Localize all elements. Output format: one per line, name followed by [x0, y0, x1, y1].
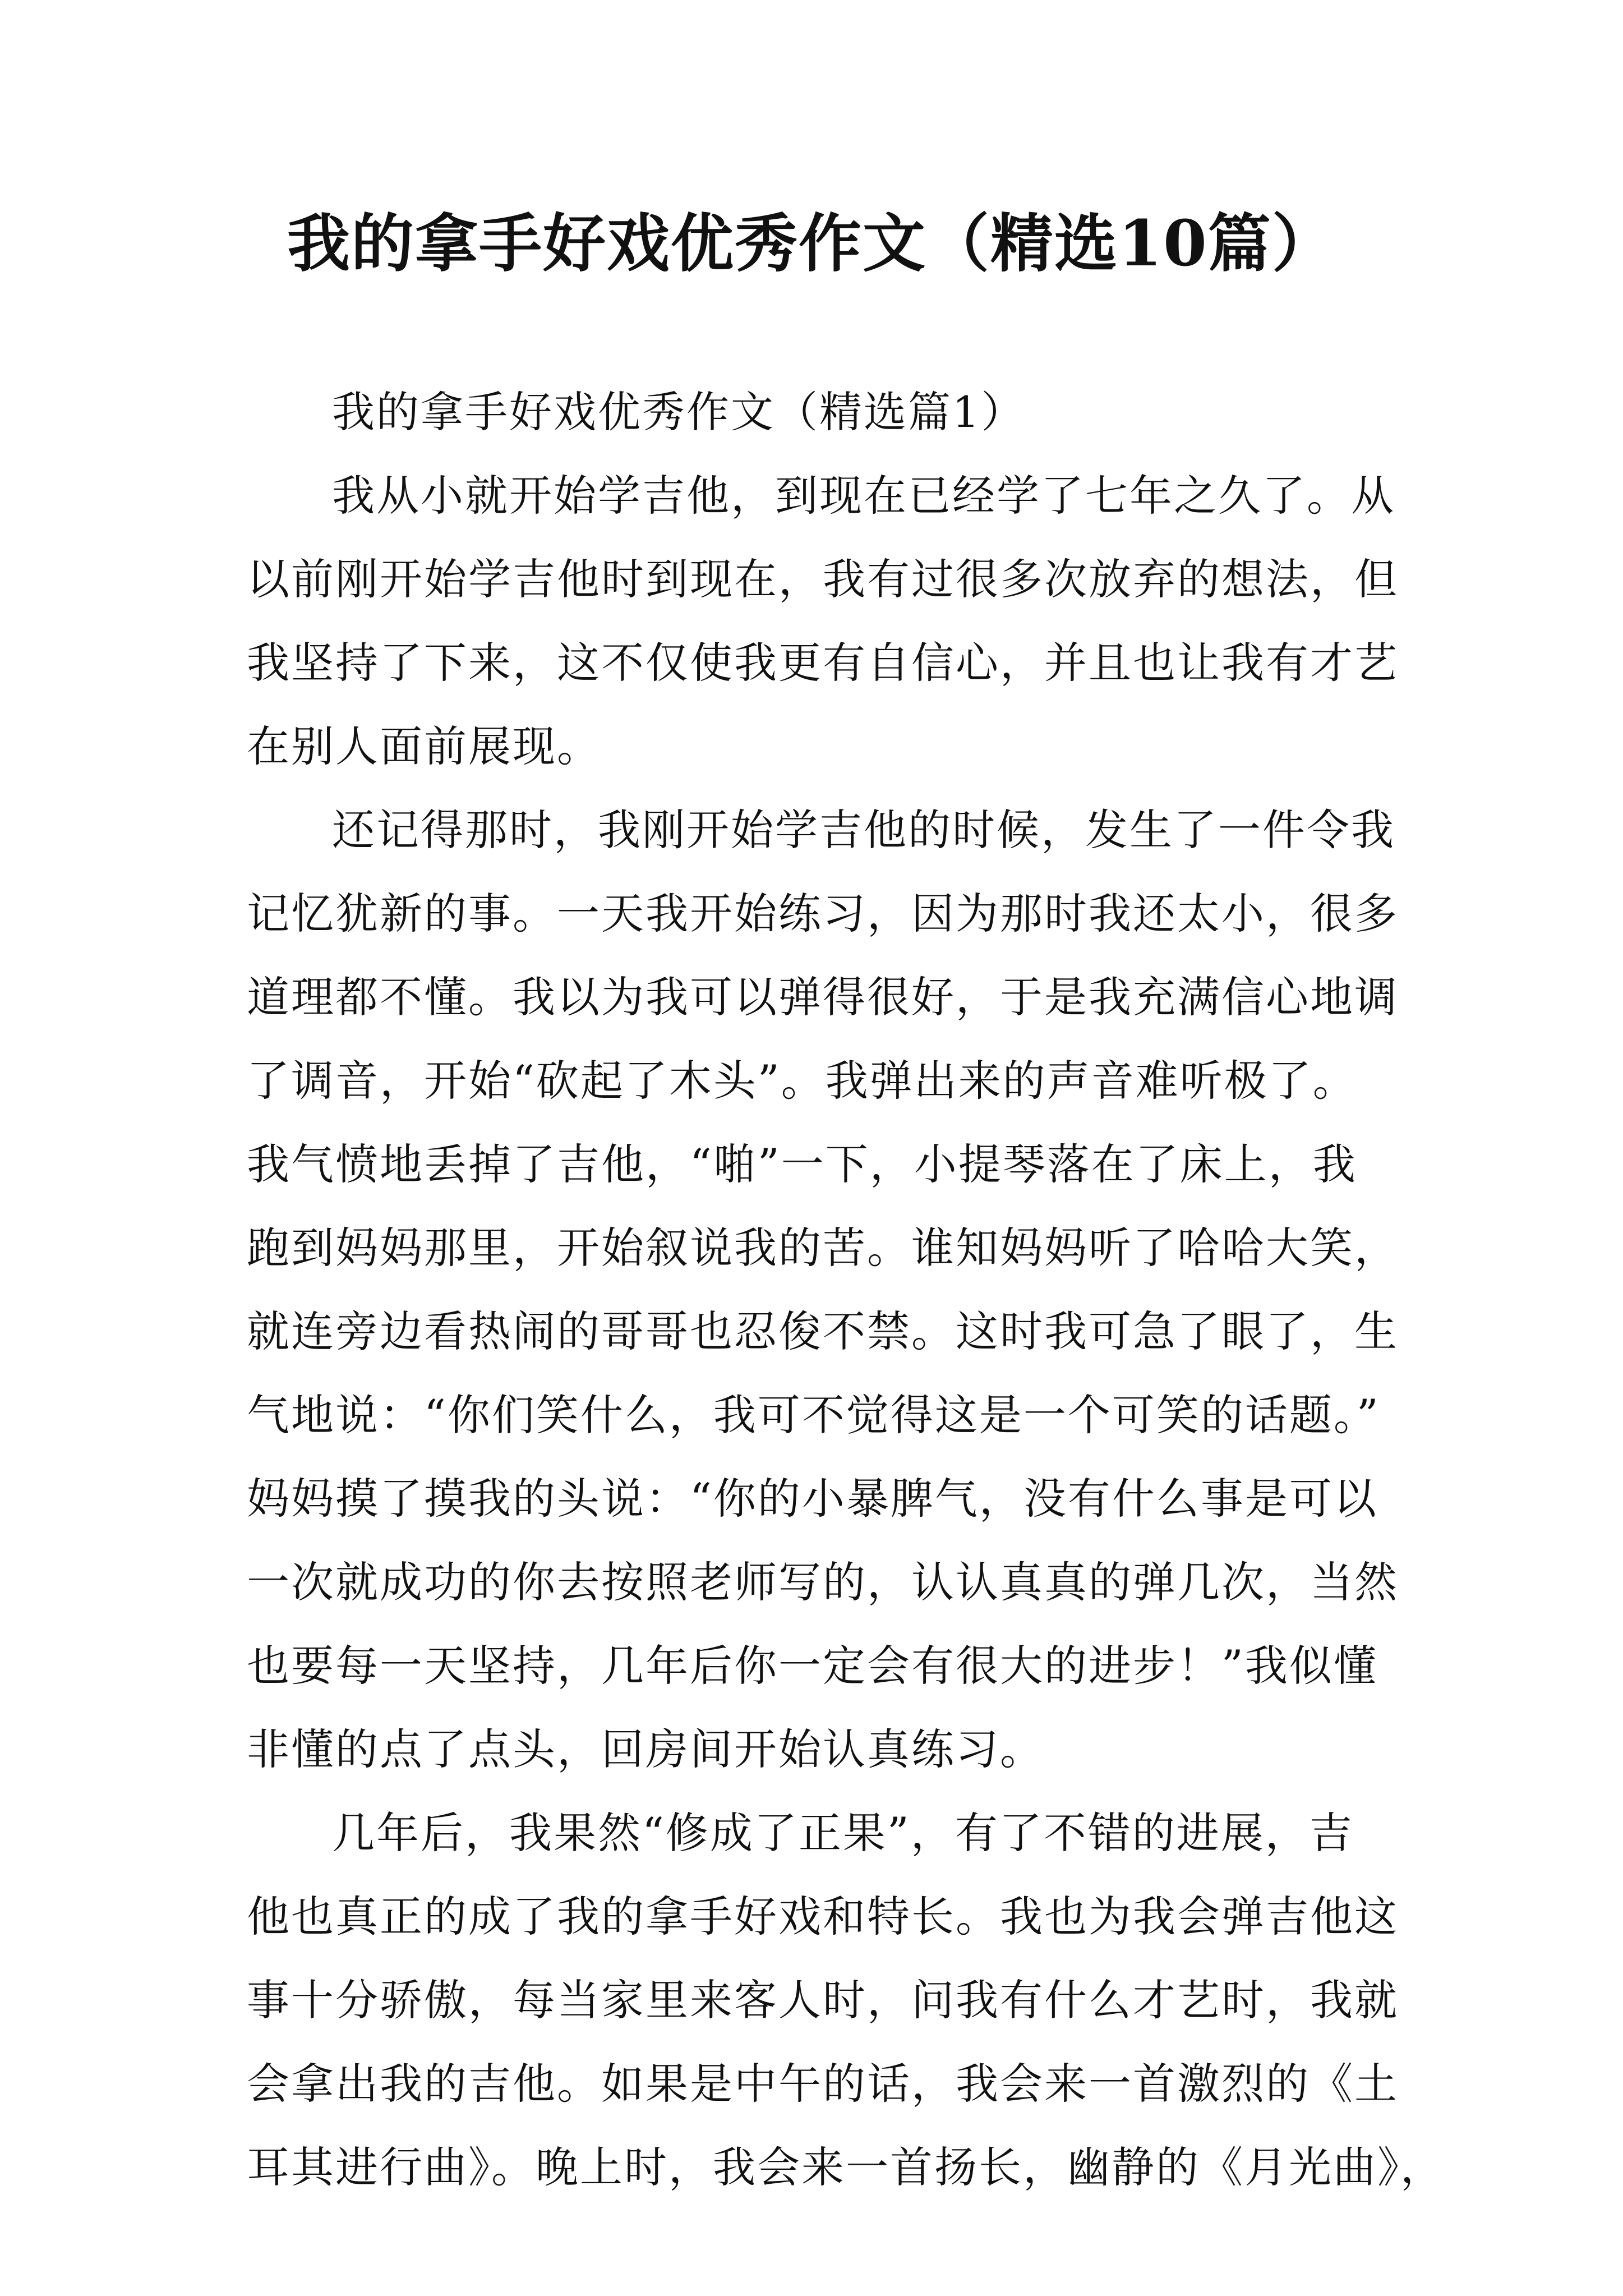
- text-line: 事十分骄傲，每当家里来客人时，问我有什么才艺时，我就: [247, 1975, 1399, 2025]
- text-line: 记忆犹新的事。一天我开始练习，因为那时我还太小，很多: [247, 889, 1399, 938]
- text-line: 几年后，我果然“修成了正果”，有了不错的进展，吉: [332, 1808, 1354, 1858]
- text-line: 他也真正的成了我的拿手好戏和特长。我也为我会弹吉他这: [247, 1892, 1399, 1941]
- document-title: 我的拿手好戏优秀作文（精选10篇）: [287, 207, 1336, 280]
- text-line: 非懂的点了点头，回房间开始认真练习。: [247, 1724, 1044, 1774]
- text-line: 也要每一天坚持，几年后你一定会有很大的进步！”我似懂: [247, 1641, 1378, 1691]
- text-line: 会拿出我的吉他。如果是中午的话，我会来一首激烈的《土: [247, 2059, 1399, 2109]
- text-line: 气地说：“你们笑什么，我可不觉得这是一个可笑的话题。”: [247, 1390, 1380, 1440]
- text-line: 还记得那时，我刚开始学吉他的时候，发生了一件令我: [332, 805, 1395, 855]
- paragraph: [247, 454, 1424, 788]
- paragraph: [247, 788, 1424, 1791]
- text-line: 了调音，开始“砍起了木头”。我弹出来的声音难听极了。: [247, 1056, 1357, 1106]
- text-line: 道理都不懂。我以为我可以弹得很好，于是我充满信心地调: [247, 972, 1399, 1022]
- text-line: 耳其进行曲》。晚上时，我会来一首扬长，幽静的《月光曲》，: [247, 2142, 1445, 2192]
- text-line: 一次就成功的你去按照老师写的，认认真真的弹几次，当然: [247, 1557, 1399, 1607]
- text-line: 我气愤地丢掉了吉他，“啪”一下，小提琴落在了床上，我: [247, 1139, 1357, 1189]
- text-line: 我的拿手好戏优秀作文（精选篇1）: [332, 387, 1026, 437]
- text-line: 以前刚开始学吉他时到现在，我有过很多次放弃的想法，但: [247, 554, 1399, 604]
- text-line: 在别人面前展现。: [247, 721, 601, 771]
- text-line: 妈妈摸了摸我的头说：“你的小暴脾气，没有什么事是可以: [247, 1474, 1378, 1524]
- text-line: 跑到妈妈那里，开始叙说我的苦。谁知妈妈听了哈哈大笑，: [247, 1223, 1399, 1273]
- paragraph-heading: [247, 370, 1424, 454]
- paragraph: [247, 1791, 1445, 2209]
- text-line: 就连旁边看热闹的哥哥也忍俊不禁。这时我可急了眼了，生: [247, 1306, 1399, 1356]
- text-line: 我坚持了下来，这不仅使我更有自信心，并且也让我有才艺: [247, 638, 1399, 688]
- text-line: 我从小就开始学吉他，到现在已经学了七年之久了。从: [332, 471, 1395, 521]
- document-body: [247, 370, 1445, 2209]
